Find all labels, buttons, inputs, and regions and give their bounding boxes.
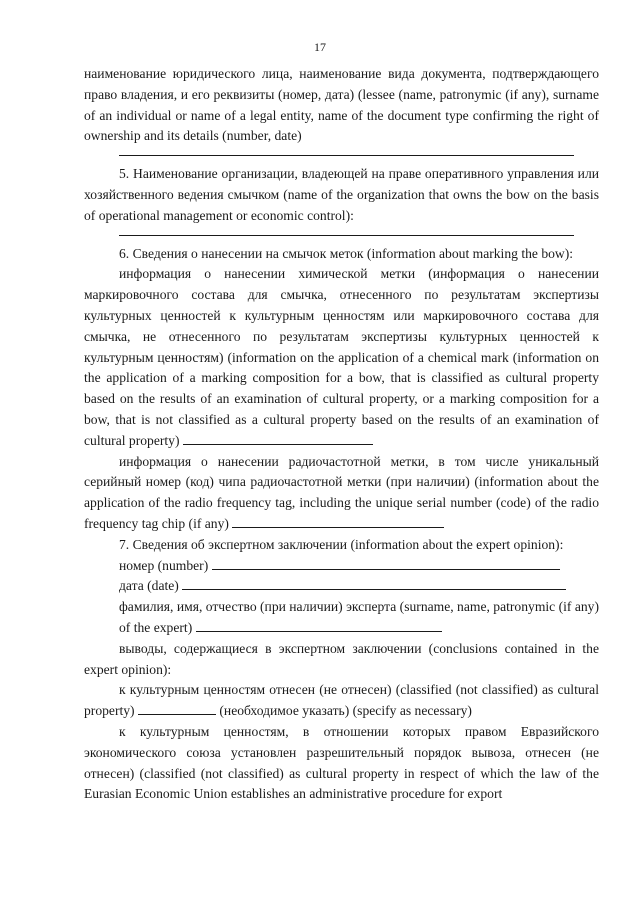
- item-7-date-row: [84, 576, 599, 597]
- number-field[interactable]: [212, 556, 560, 570]
- expert-label: фамилия, имя, отчество (при наличии) эксперта (surname, name, patronymic (if any) of the expert): [119, 599, 599, 635]
- item-7-expert-row: [84, 597, 599, 639]
- specify-text: (необходимое указать) (specify as necessary): [219, 703, 472, 719]
- item-7-conclusions: выводы, содержащиеся в экспертном заключении (conclusions contained in the expert opinion):: [84, 640, 599, 677]
- item-6-chemical-mark: [84, 264, 599, 451]
- item-7-title: 7. Сведения об экспертном заключении (information about the expert opinion):: [119, 536, 564, 552]
- lessee-paragraph: наименование юридического лица, наименование вида документа, подтверждающего право владения, и его реквизиты (номер, дата) (lessee (name, patronymic (if any), surname of an individual or name of a legal entity, name of the document type confirming the right of ownership and its details (number, date): [84, 66, 599, 144]
- classified-text: к культурным ценностям отнесен (не отнесен) (classified (not classified) as cultural property): [84, 682, 599, 719]
- page-number: 17: [314, 40, 326, 54]
- rfid-tag-field[interactable]: [232, 514, 444, 528]
- item-7-classified: [84, 680, 599, 722]
- document-body: [84, 64, 599, 805]
- number-label: номер (number): [119, 557, 209, 573]
- item-7-eaeu-classification: к культурным ценностям, в отношении которых правом Евразийского экономического союза установлен разрешительный порядок вывоза, отнесен (не отнесен) (classified (not classified) as cultural property in respect of which the law of the Eurasian Economic Union establishes an administrative procedure for export: [84, 723, 599, 802]
- rfid-tag-text: информация о нанесении радиочастотной метки, в том числе уникальный серийный номер (код) чипа радиочастотной метки (при наличии) (information about the application of the radio frequency tag, including the unique serial number (code) of the radio frequency tag chip (if any): [84, 453, 599, 531]
- chemical-mark-text: информация о нанесении химической метки (информация о нанесении маркировочного состава для смычка, отнесенного по результатам экспертизы культурных ценностей к культурным ценностям или маркировочного состава для смычка, не отнесенного по результатам экспертизы культурных ценностей к культурным ценностям) (information on the application of a chemical mark (information on the application of a marking composition for a bow, that is classified as cultural property based on the results of an examination of cultural property, or a marking composition for a bow, that is not classified as a cultural property based on the results of an examination of cultural property): [84, 266, 599, 448]
- item-5-organization: 5. Наименование организации, владеющей на праве оперативного управления или хозяйственного ведения смычком (name of the organization that owns the bow on the basis of operational management or economic control):: [84, 166, 599, 223]
- date-field[interactable]: [182, 576, 566, 590]
- date-label: дата (date): [119, 578, 179, 594]
- organization-answer-line[interactable]: [119, 227, 574, 236]
- item-7-number-row: [84, 556, 599, 577]
- chemical-mark-field[interactable]: [183, 431, 373, 445]
- classified-field[interactable]: [138, 701, 216, 715]
- item-6-rfid-tag: [84, 452, 599, 535]
- item-6-title: 6. Сведения о нанесении на смычок меток (information about marking the bow):: [119, 245, 574, 261]
- expert-field[interactable]: [196, 618, 442, 632]
- lessee-answer-line[interactable]: [119, 147, 574, 156]
